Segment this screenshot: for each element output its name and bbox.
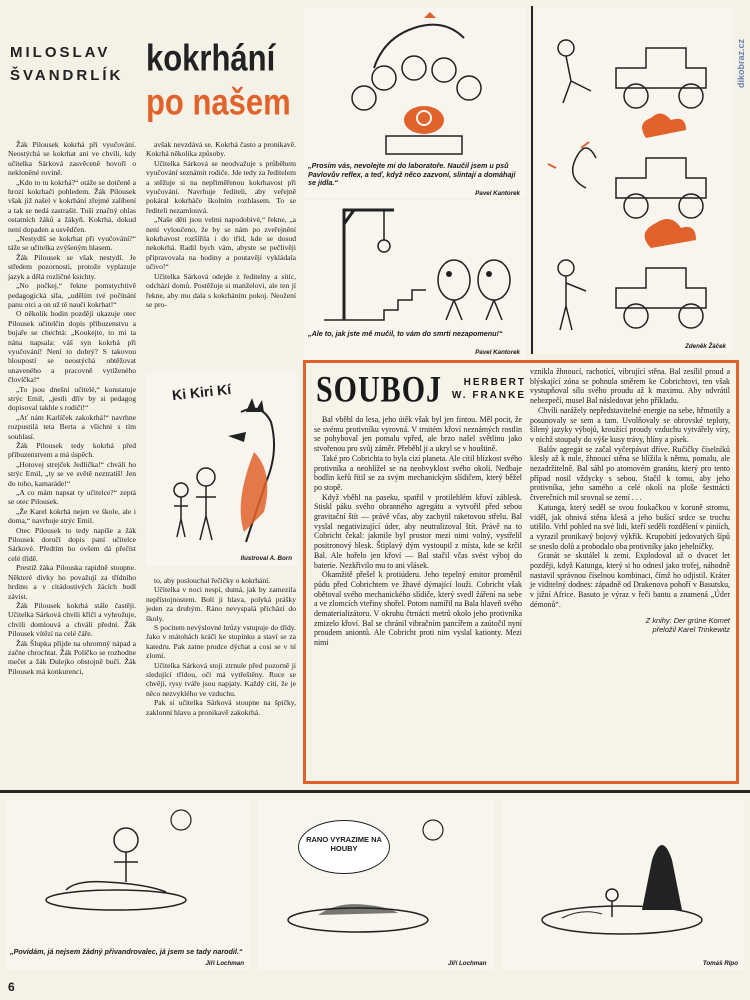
rooster-drawing — [146, 372, 298, 552]
island-drawing-3 — [502, 800, 744, 950]
site-label: dikobraz.cz — [736, 38, 746, 88]
speech-bubble — [298, 820, 390, 874]
paragraph: Učitelka v noci nespí, dumá, jak by zamezila nepřístojnostem. Bolí ji hlava, polyká prášky jeden za druhým. Ráno nevyspalá přichází do školy. — [146, 585, 296, 623]
gallows-drawing — [304, 200, 526, 325]
paragraph: „Naše děti jsou velmi napodobivé,“ řekne, „a není vyloučeno, že by se nám po zveřejnění kokrhavost rozšířila i do tříd, kde se dosud nekokrhá. Radil bych vám, abyste se pečlivěji připravovala na hodiny a poutavěji vykládala učivo!“ — [146, 215, 296, 272]
article-author — [10, 44, 138, 84]
phone-cartoon-author: Pavel Kantorek — [475, 190, 520, 197]
rooster-illustration — [146, 372, 298, 566]
paragraph: to, aby poslouchal řečičky o kokrhání. — [154, 576, 271, 585]
paragraph: avšak nevzdává se. Kokrhá často a pronikavě. Kokrhá několika způsoby. — [146, 140, 296, 159]
speech-bubble-text: RANO VYRAZIME NA HOUBY — [306, 835, 382, 853]
paragraph: Žák Šlupka přijde na ohromný nápad a začne chrochtat. Žák Políčko se rozhodne mečet a žák Dulejko obstojně bučí. Žák Pilousek má konkurenci, — [8, 638, 136, 676]
paragraph: Bal vběhl do lesa, jeho útěk však byl jen fintou. Měl pocit, že se svému protivníku vyrovná. V trnitém křoví neznámých rostlin se pohyboval jen pomalu vpřed, ale brzo našel světlinu jako stvořenou pro svůj záměr. Přeběhl ji a ukryl se v houštině. — [314, 415, 522, 454]
island-cartoon-3-author: Tomáš Ripo — [702, 960, 738, 967]
story-author — [446, 377, 526, 401]
cars-cartoon — [536, 8, 732, 354]
island-cartoon-3 — [502, 800, 744, 970]
story-box — [303, 360, 739, 784]
story-title: SOUBOJ — [316, 369, 443, 411]
article-column-2-top — [146, 140, 296, 309]
phone-drawing — [304, 8, 526, 158]
island-drawing-1 — [6, 800, 250, 920]
illustration-credit: Ilustroval A. Born — [240, 555, 292, 562]
island-cartoon-1-author: Jiří Lochman — [205, 960, 244, 967]
paragraph: Granát se skutálel k zemi. Explodoval až o dvacet let později, když Katunga, který si ho odnesl jako trofej, náhodně nastavil správnou číselnou kombinaci, čímž ho odjistil. Kráter je viditelný dodnes: západně od Drakenova pohoří v Basutsku, v jižní Africe. Basuto je výraz v řeči bantu a znamená „Úder démonů“. — [530, 551, 730, 609]
paragraph: „Hotovej strejček Jedlička!“ chválí ho strýc Emil, „ty se ve světě neztratíš! Jen do toho, kamaráde!“ — [8, 459, 136, 488]
paragraph: Balův agregát se začal vyčerpávat dříve. Ručičky číselníků klesly až k nule, žhnoucí stěna se blížila k němu, pomalu, ale nezadržitelně. Bal sáhl po atomovém granátu, který pro tento případ nosil vždycky s sebou. Stačil k tomu, aby jeho protivníka, jeho samého a celé okolí na ploše šestnácti čtverečních mil srovnal se zemí . . . — [530, 444, 730, 503]
paragraph: Chvíli narážely nepředstavitelné energie na sebe, hřmotily a posunovaly se sem a tam. Uvolňovaly se obrovské teploty, šílený jazyky výbojů, kroužící proudy vzduchu vytvářely víry, v nichž stoupaly do výše kusy trávy, hlíny a písek. — [530, 405, 730, 444]
story-source-book: Z knihy: Der grüne Komet — [645, 615, 730, 625]
phone-cartoon — [304, 8, 526, 198]
cars-drawing — [536, 8, 732, 338]
island-cartoon-2-author: Jiří Lochman — [448, 960, 487, 967]
island-drawing-2 — [258, 800, 494, 950]
title-line-1: kokrhání — [146, 36, 276, 79]
story-source-translator: přeložil Karel Trinkewitz — [652, 625, 730, 635]
bottom-divider — [0, 790, 750, 793]
phone-cartoon-caption: „Prosím vás, nevolejte mi do laboratoře. Naučil jsem u psů Pavlovův reflex, a teď, když něco zazvoní, slintají a domáhají se jídla.“ — [308, 161, 516, 188]
paragraph: vznikla žhnoucí, rachotící, vibrující stěna. Bal zesílil proud a blýskající zóna se pohnula směrem ke Cobrichtovi, ten však vystupňoval sílu svého proudu až k maximu. Aby odvrátil nebezpečí, musel Bal následovat jeho příkladu. — [530, 367, 730, 406]
article-title — [146, 36, 306, 123]
paragraph: Žák Pilousek tedy kokrhá před příbuzenstvem a má úspěch. — [8, 441, 136, 460]
island-cartoon-1 — [6, 800, 250, 970]
author-last-name: ŠVANDRLÍK — [10, 67, 124, 84]
paragraph: „To jsou dnešní učitelé,“ konstatuje strýc Emil, „jestli dřív by si pedagog dopisoval takhle s rodiči!“ — [8, 384, 136, 413]
paragraph: S pocitem nevýslovné hrůzy vstupuje do třídy. Jako v mátohách kráčí ke stupínku a staví se za katedru. Pak zatne prudce dýchat a cosi se v ní zlomí. — [146, 623, 296, 661]
article-column-1 — [8, 140, 136, 676]
paragraph: Katunga, který seděl se svou foukačkou v koruně stromu, viděl, jak ohnivá stěna klesá a jeho bušící srdce se trochu utišilo. Vrhl pohled na své lidi, kteří seděli rozdělení v piniích, a vyrazil pronikavý bojový výkřik. Krupobití jedovatých šípů se sneslo dolů a probodalo oba protivníky jako jehelníčky. — [530, 502, 730, 551]
paragraph: Učitelka Sárková odejde z ředitelny a sítíc, odchází domů. Postěžuje si manželovi, ale ten jí řekne, aby mu dala s kokrháním pokoj. Neožení se pro- — [146, 271, 296, 309]
island-cartoon-2 — [258, 800, 494, 970]
story-column-1 — [314, 415, 522, 648]
paragraph: Prestiž žáka Pilouska rapidně stoupne. Některé dívky ho považují za třídního hrdinu a v citádostivých žácích budí závist. — [8, 563, 136, 601]
story-column-2 — [530, 367, 730, 635]
paragraph: Otec Pilousek to tedy napíše a žák Pilousek doručí dopis paní učitelce Sárkové. Předtím ho ovšem dá přečíst celé třídě. — [8, 525, 136, 563]
paragraph: O několik hodin později ukazuje otec Pilousek učitelčin dopis příbuzenstvu a bujaře se chechtá: „Koukejte, to mi ta nána napsala: váš syn kokrhá při vyučování! Není to dobrý? S takovou hloupostí se neostýchá obtěžovat unaveného a pracovně vytíženého človíčka!“ — [8, 309, 136, 385]
paragraph: Okamžitě přešel k protiúderu. Jeho tepelný emitor proměnil půdu před Cobrichtem ve žhavé dýmající louži. Cobricht však obětoval svého mechanického slídiče, který svedl žáření na sebe a ve zlomcích vteřiny shořel. Potom namířil na Bala hlaveň svého dematerializátoru. V okruhu čtrnácti metrů okolo jeho protivníka zmizelo křoví. Bal se chránil vibračním pancířem a zaútočil nyní proudem aniontů. Ale Cobricht proti nim vyslal kationty. Mezi nimi — [314, 570, 522, 648]
story-author-second: W. FRANKE — [451, 390, 526, 401]
site-watermark — [736, 8, 748, 88]
page-number: 6 — [8, 980, 15, 994]
paragraph: „A co mám napsat ty učitelce?“ zeptá se otec Pilousek. — [8, 488, 136, 507]
paragraph: Žák Pilousek se však nestydí. Je středem pozornosti, protože vyplazuje jazyk a dělá rozličné ksichty. — [8, 252, 136, 281]
paragraph: „Nestydíš se kokrhat při vyučování?“ táže se učitelka zvýšeným hlasem. — [8, 234, 136, 253]
story-author-first: HERBERT — [463, 377, 526, 388]
paragraph: Pak si učitelka Sárková stoupne na špičky, zaklonní hlavu a pronikavě zakokrhá. — [146, 698, 296, 717]
paragraph: „No počkej,“ řekne pomstychtivě pedagogická síla, „udělím tvé počínání panu otci a on už tě naučí kokrhat!“ — [8, 281, 136, 309]
paragraph: „Kdo to tu kokrhá?“ otáže se dotčeně a hrozí kokrhači pohledem. Žák Pilousek však již našel v kokrhání zřejmé zalíbení a tak se nedá zastrašit. Tuší značný ohlas ostatních žáků a žákyň. Kokrhá, dokud není dopaden a usvědčen. — [8, 177, 136, 234]
gallows-cartoon-caption: „Ale to, jak jste mě mučil, to vám do smrti nezapomenu!“ — [308, 329, 503, 338]
paragraph: Žák Pilousek kokrhá při vyučování. Neostýchá se kokrhat ani ve chvíli, kdy učitelka Sárková zasvěceně hovoří o nekloněné rovině. — [8, 140, 136, 178]
paragraph: „Že Karel kokrhá nejen ve škole, ale i doma,“ navrhuje strýc Emil. — [8, 506, 136, 526]
column-divider — [531, 6, 533, 354]
gallows-cartoon-author: Pavel Kantorek — [475, 349, 520, 356]
paragraph: Žák Pilousek kokrhá stále častěji. Učitelka Sárková chvíli křičí a vyhrožuje, chvíli domlouvá a chválí přední. Žák Pilousek vítězí na celé čáře. — [8, 600, 136, 639]
cars-cartoon-author: Zdeněk Žáček — [685, 343, 726, 350]
paragraph: Také pro Cobrichta to byla cizí planeta. Ale cítil blízkost svého protivníka a neohlížel se na neobvyklost svého okolí. Nedbaje bodlin keřů řítil se za svým mechanickým slídičem, který běžel po stopě. — [314, 453, 522, 492]
gallows-cartoon — [304, 200, 526, 360]
rooster-speech-text: Ki Kiri Kí — [171, 380, 232, 404]
paragraph: Když vběhl na paseku, spatřil v protilehlém křoví záblesk. Stiskl páku svého obranného agregátu a vytvořil před sebou gravitační štít — právě včas, aby zachytil raketovou střelu. Bal vyslal negativizující úder, aby neutralizoval štít. Právě na to Cobricht čekal: jakmile byl prostor mezi nimi volný, vystřelil positronový blesk. Štiplavý dým vystoupil z místa, kde se krčil Bal. Ale hořelo jen křoví — Bal stačil včas svést výboj do baterie. Nezkřivilo mu to ani vlásek. — [314, 492, 522, 570]
author-first-name: MILOSLAV — [10, 44, 111, 61]
island-cartoon-1-caption: „Povídám, já nejsem žádný přivandrovalec, já jsem se tady narodil.“ — [10, 947, 243, 956]
story-source — [530, 616, 730, 635]
article-column-2-bottom — [146, 576, 296, 717]
title-line-2: po našem — [146, 80, 291, 123]
paragraph: „Ať nám Karlíček zakokrhá!“ navrhne rozpustilá teta Berta a všichni s tím souhlasí. — [8, 412, 136, 441]
paragraph: Učitelka Sárková se neodvažuje s průběhem vyučování seznámit rodiče. Jde tedy za ředitelem a stěžuje si na nepřiměřenou kokrhavost při vyučování. Navrhuje řediteli, aby veřejně pokáral kokrháče školním rozhlasem. To se řediteli nezamlouvá. — [146, 158, 296, 215]
paragraph: Učitelka Sárková stojí ztrnule před pozorně ji sledující třídou, oči má vytřeštěny. Ruce se chvějí, rysy tváře jsou napjaty. Každý cítí, že je něco nezvyklého ve vzduchu. — [146, 660, 296, 698]
